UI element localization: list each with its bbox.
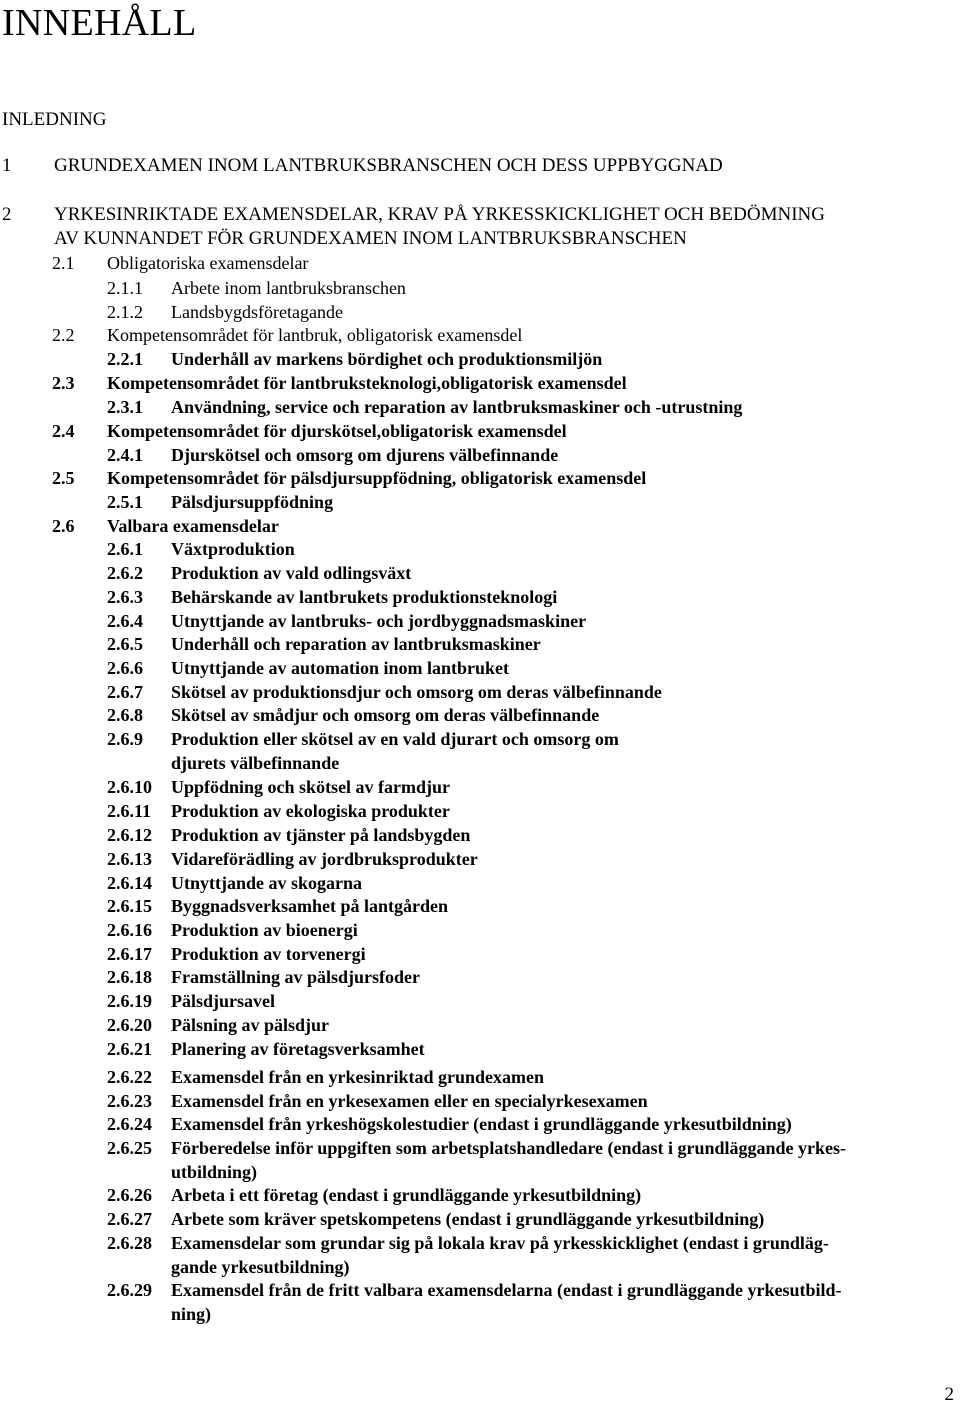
toc-entry-number: 2.2.1: [107, 349, 143, 369]
chapter-number: 2: [2, 204, 12, 225]
toc-entry-number: 2.6.6: [107, 658, 143, 678]
toc-entry-number: 2.6.11: [107, 801, 152, 821]
toc-entry-title: Användning, service och reparation av lantbruksmaskiner och -utrustning: [171, 397, 743, 417]
toc-entry-title: Växtproduktion: [171, 539, 295, 559]
toc-entry-number: 2.6.23: [107, 1091, 152, 1111]
toc-entry-number: 2.5.1: [107, 492, 143, 512]
toc-entry-title: Produktion av ekologiska produkter: [171, 801, 450, 821]
toc-entry-number: 2.6.29: [107, 1280, 152, 1300]
toc-entry-title: Arbeta i ett företag (endast i grundläggande yrkesutbildning): [171, 1185, 642, 1205]
toc-entry-number: 2.6.24: [107, 1114, 152, 1134]
toc-entry-number: 2.6.10: [107, 777, 152, 797]
toc-entry-number: 2.6.13: [107, 849, 152, 869]
toc-entry-title: Produktion av torvenergi: [171, 944, 366, 964]
page-number: 2: [944, 1384, 954, 1405]
toc-entry-title: Utnyttjande av lantbruks- och jordbyggnadsmaskiner: [171, 611, 587, 631]
chapter-number: 1: [2, 155, 12, 176]
toc-entry-number: 2.6.25: [107, 1138, 152, 1158]
toc-entry-title: Arbete som kräver spetskompetens (endast i grundläggande yrkesutbildning): [171, 1209, 765, 1229]
toc-entry-title: Produktion av tjänster på landsbygden: [171, 825, 471, 845]
toc-entry-number: 2.4.1: [107, 445, 143, 465]
toc-entry-title: Examensdel från en yrkesinriktad grundexamen: [171, 1067, 545, 1087]
toc-entry-title: Underhåll av markens bördighet och produktionsmiljön: [171, 349, 603, 369]
toc-entry-title: Examensdel från yrkeshögskolestudier (endast i grundläggande yrkesutbildning): [171, 1114, 792, 1134]
toc-entry-number: 2.6.14: [107, 873, 152, 893]
toc-entry-number: 2.6: [52, 516, 75, 536]
toc-entry-number: 2.3: [52, 373, 75, 393]
toc-entry-title-continuation: utbildning): [171, 1161, 258, 1182]
toc-entry-title: Behärskande av lantbrukets produktionsteknologi: [171, 587, 558, 607]
toc-entry-title: Arbete inom lantbruksbranschen: [171, 278, 406, 298]
chapter-title: GRUNDEXAMEN INOM LANTBRUKSBRANSCHEN OCH DESS UPPBYGGNAD: [54, 155, 723, 176]
toc-entry-title-continuation: gande yrkesutbildning): [171, 1256, 350, 1277]
toc-entry-number: 2.6.20: [107, 1015, 152, 1035]
toc-entry-title: Byggnadsverksamhet på lantgården: [171, 896, 449, 916]
toc-entry-title: Kompetensområdet för lantbruksteknologi,obligatorisk examensdel: [107, 373, 627, 393]
toc-entry-number: 2.1.1: [107, 278, 143, 298]
toc-entry-title: Kompetensområdet för pälsdjursuppfödning, obligatorisk examensdel: [107, 468, 647, 488]
toc-entry-title: Examensdelar som grundar sig på lokala krav på yrkesskicklighet (endast i grundläg-: [171, 1233, 829, 1253]
toc-entry-number: 2.6.16: [107, 920, 152, 940]
toc-entry-title: Pälsdjursavel: [171, 991, 276, 1011]
toc-entry-number: 2.6.19: [107, 991, 152, 1011]
toc-entry-number: 2.6.28: [107, 1233, 152, 1253]
chapter-title-line-2: AV KUNNANDET FÖR GRUNDEXAMEN INOM LANTBRUKSBRANSCHEN: [54, 228, 687, 249]
toc-entry-number: 2.6.2: [107, 563, 143, 583]
toc-entry-title: Produktion av bioenergi: [171, 920, 358, 940]
toc-entry-title: Utnyttjande av automation inom lantbruket: [171, 658, 510, 678]
toc-entry-title: Pälsning av pälsdjur: [171, 1015, 330, 1035]
toc-entry-number: 2.6.18: [107, 967, 152, 987]
toc-entry-number: 2.6.3: [107, 587, 143, 607]
toc-entry-title: Planering av företagsverksamhet: [171, 1039, 425, 1059]
toc-entry-number: 2.6.8: [107, 705, 143, 725]
toc-entry-number: 2.6.1: [107, 539, 143, 559]
toc-entry-title-continuation: djurets välbefinnande: [171, 752, 340, 773]
toc-entry-title: Examensdel från en yrkesexamen eller en specialyrkesexamen: [171, 1091, 648, 1111]
toc-entry-number: 2.6.4: [107, 611, 143, 631]
toc-entry-number: 2.6.17: [107, 944, 152, 964]
toc-entry-number: 2.1: [52, 253, 75, 273]
toc-entry-title: Landsbygdsföretagande: [171, 302, 343, 322]
toc-entry-number: 2.2: [52, 325, 75, 345]
toc-entry-number: 2.5: [52, 468, 75, 488]
toc-entry-title: Pälsdjursuppfödning: [171, 492, 334, 512]
toc-entry-number: 2.6.9: [107, 729, 143, 749]
toc-entry-number: 2.6.15: [107, 896, 152, 916]
toc-entry-title: Vidareförädling av jordbruksprodukter: [171, 849, 478, 869]
toc-entry-number: 2.6.12: [107, 825, 152, 845]
toc-entry-title: Utnyttjande av skogarna: [171, 873, 363, 893]
toc-entry-title: Framställning av pälsdjursfoder: [171, 967, 421, 987]
toc-entry-number: 2.6.22: [107, 1067, 152, 1087]
toc-entry-title: Djurskötsel och omsorg om djurens välbefinnande: [171, 445, 559, 465]
toc-entry-title-continuation: ning): [171, 1303, 212, 1324]
toc-entry-number: 2.6.7: [107, 682, 143, 702]
toc-entry-title: Skötsel av produktionsdjur och omsorg om deras välbefinnande: [171, 682, 662, 702]
toc-entry-number: 2.1.2: [107, 302, 143, 322]
toc-entry-number: 2.6.21: [107, 1039, 152, 1059]
toc-entry-number: 2.6.26: [107, 1185, 152, 1205]
toc-entry-number: 2.6.5: [107, 634, 143, 654]
toc-entry-number: 2.6.27: [107, 1209, 152, 1229]
toc-entry-title: Obligatoriska examensdelar: [107, 253, 309, 273]
toc-entry-title: Förberedelse inför uppgiften som arbetsplatshandledare (endast i grundläggande yrkes-: [171, 1138, 847, 1158]
toc-entry-title: Skötsel av smådjur och omsorg om deras välbefinnande: [171, 705, 600, 725]
toc-introduction: INLEDNING: [2, 109, 107, 130]
toc-entry-title: Produktion av vald odlingsväxt: [171, 563, 412, 583]
chapter-title-line-1: YRKESINRIKTADE EXAMENSDELAR, KRAV PÅ YRKESSKICKLIGHET OCH BEDÖMNING: [54, 204, 825, 225]
page-title: INNEHÅLL: [2, 2, 197, 44]
toc-entry-title: Underhåll och reparation av lantbruksmaskiner: [171, 634, 541, 654]
toc-entry-title: Kompetensområdet för lantbruk, obligatorisk examensdel: [107, 325, 523, 345]
toc-entry-number: 2.4: [52, 421, 75, 441]
toc-entry-title: Produktion eller skötsel av en vald djurart och omsorg om: [171, 729, 619, 749]
toc-entry-title: Examensdel från de fritt valbara examensdelarna (endast i grundläggande yrkesutbild-: [171, 1280, 842, 1300]
toc-entry-title: Valbara examensdelar: [107, 516, 279, 536]
toc-entry-number: 2.3.1: [107, 397, 143, 417]
toc-entry-title: Uppfödning och skötsel av farmdjur: [171, 777, 451, 797]
toc-entry-title: Kompetensområdet för djurskötsel,obligatorisk examensdel: [107, 421, 567, 441]
